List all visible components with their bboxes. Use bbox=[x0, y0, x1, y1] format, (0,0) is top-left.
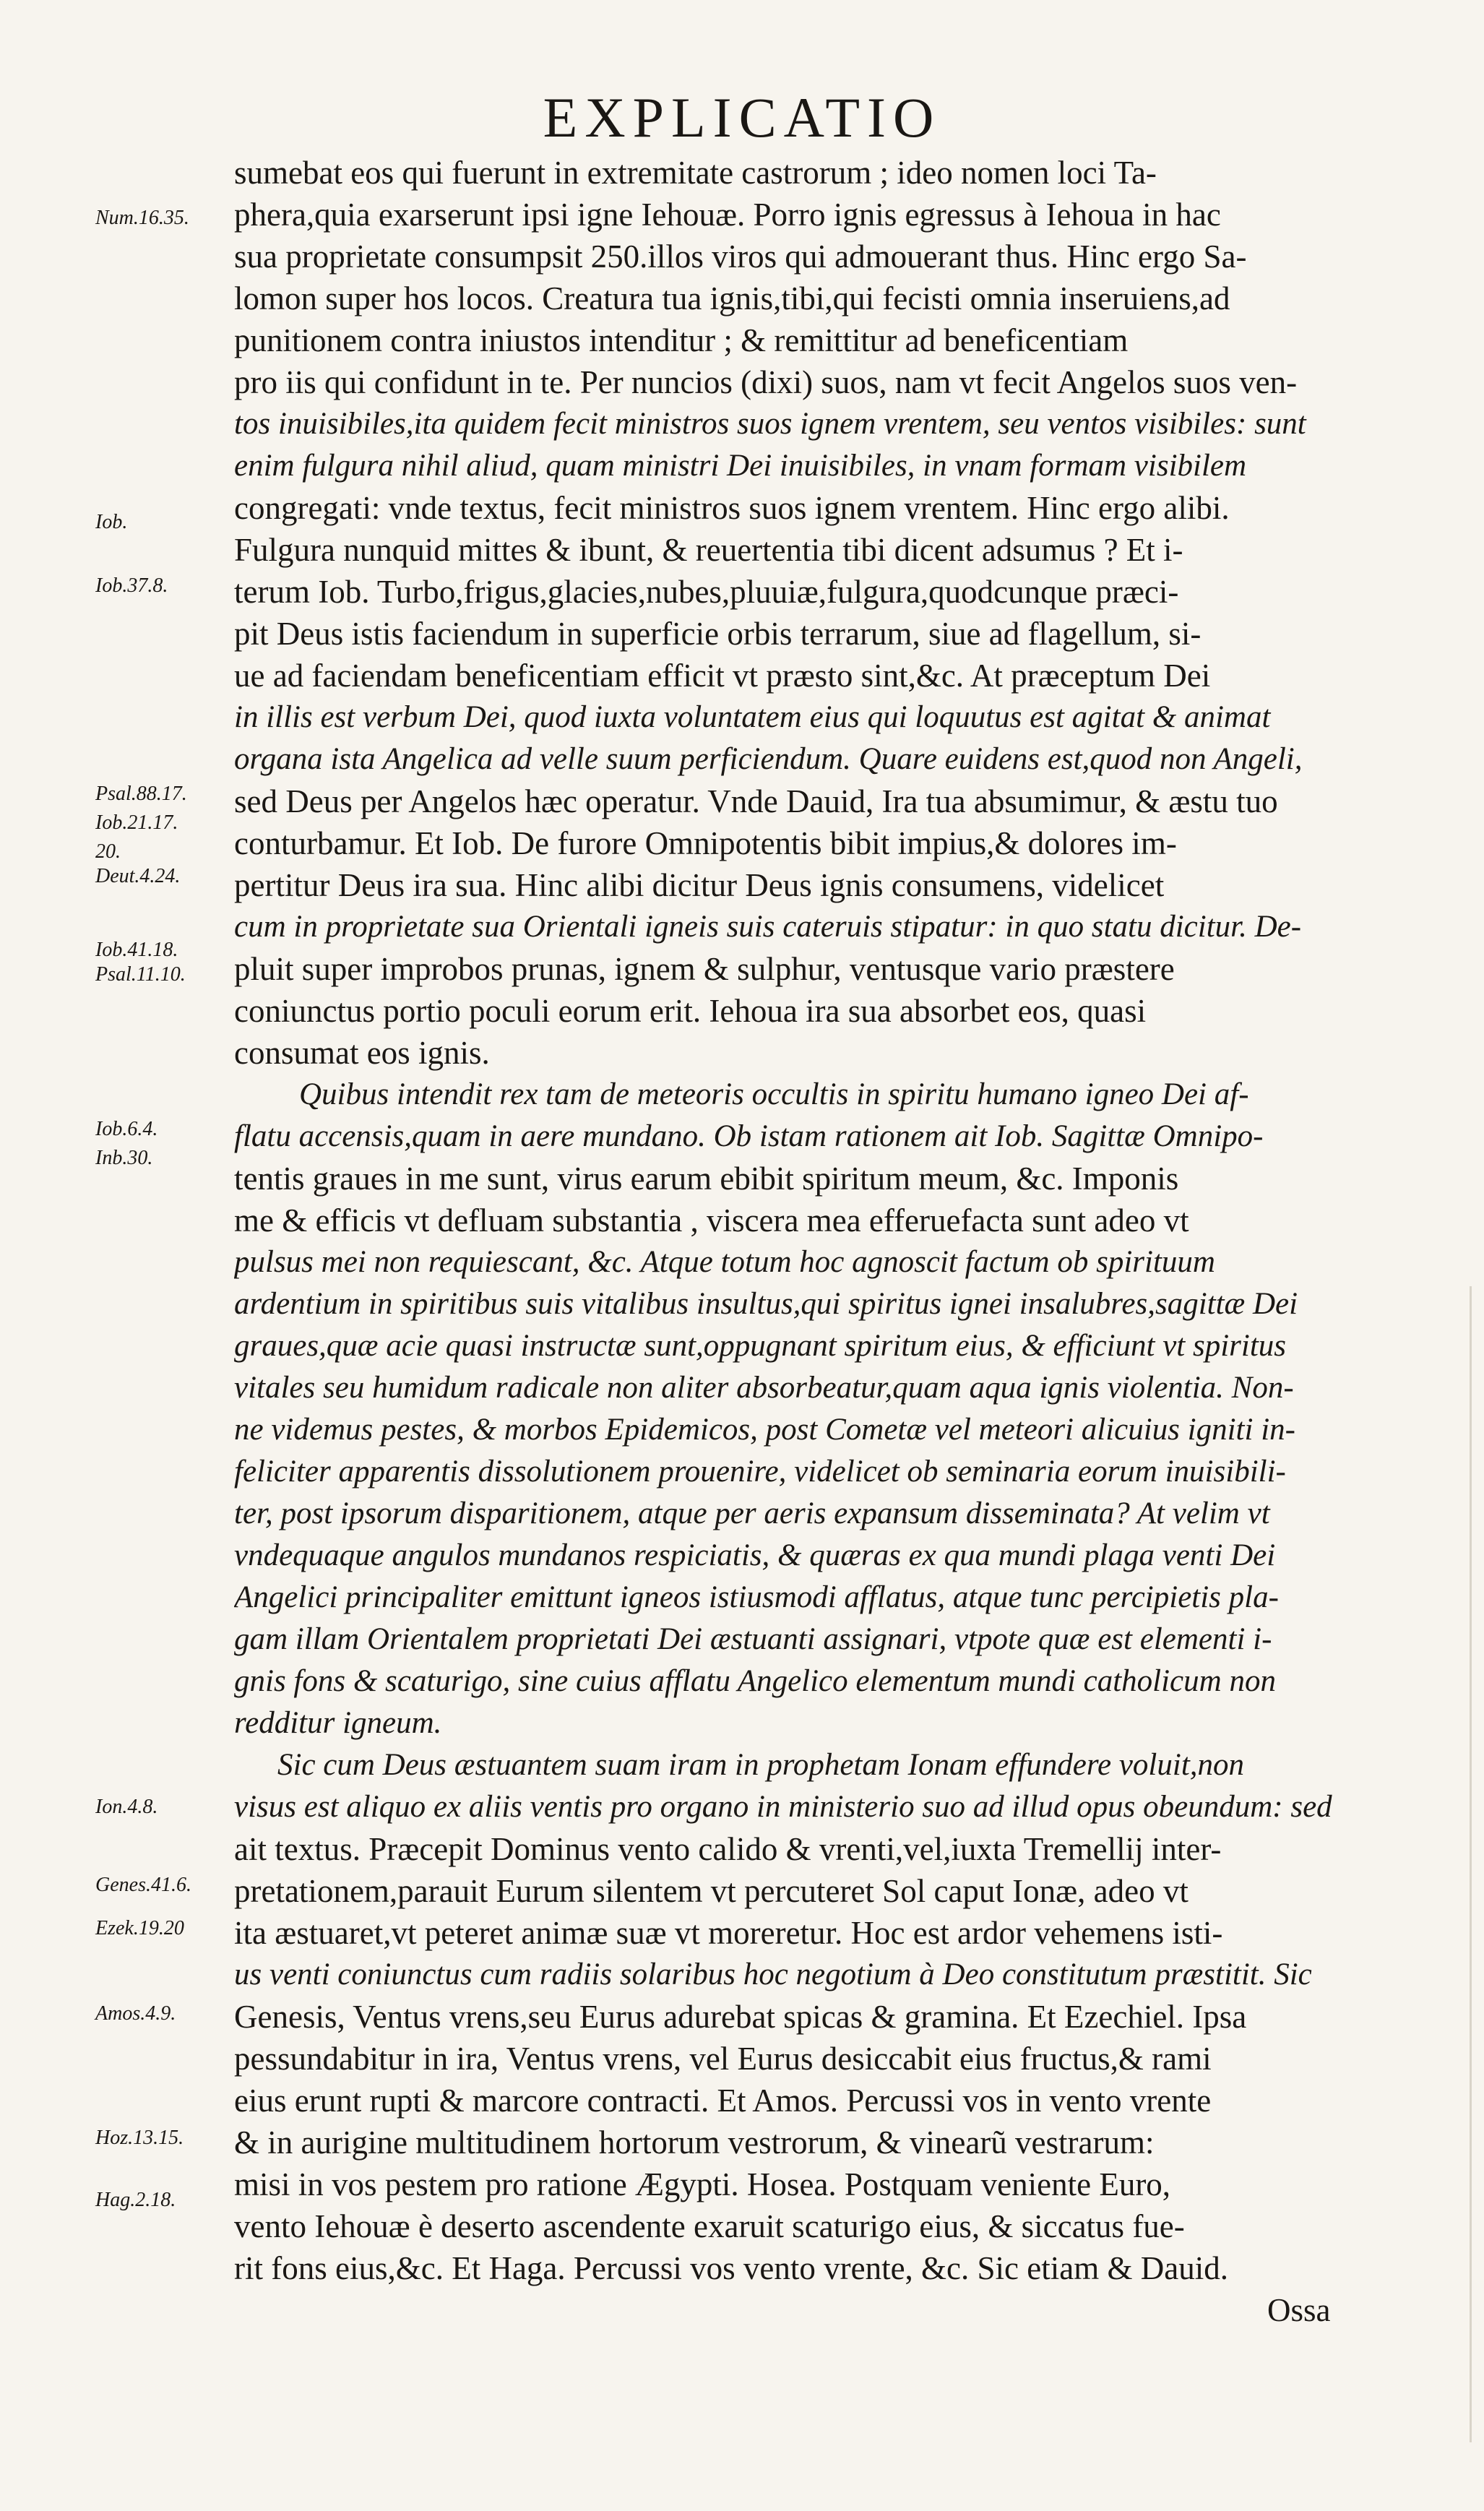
text-line: visus est aliquo ex aliis ventis pro organo in ministerio suo ad illud opus obeundum: sed bbox=[234, 1790, 1332, 1824]
text-line: sumebat eos qui fuerunt in extremitate castrorum ; ideo nomen loci Ta- bbox=[234, 155, 1157, 191]
catchword: Ossa bbox=[1267, 2292, 1331, 2328]
text-line: pertitur Deus ira sua. Hinc alibi dicitur Deus ignis consumens, videlicet bbox=[234, 867, 1165, 903]
text-line: phera,quia exarserunt ipsi igne Iehouæ. Porro ignis egressus à Iehoua in hac bbox=[234, 197, 1221, 233]
text-line: Genesis, Ventus vrens,seu Eurus adurebat spicas & gramina. Et Ezechiel. Ipsa bbox=[234, 1999, 1247, 2035]
text-line: flatu accensis,quam in aere mundano. Ob istam rationem ait Iob. Sagittæ Omnipo- bbox=[234, 1119, 1264, 1153]
text-line: sua proprietate consumpsit 250.illos viros qui admouerant thus. Hinc ergo Sa- bbox=[234, 238, 1247, 275]
text-line: ue ad faciendam beneficentiam efficit vt præsto sint,&c. At præceptum Dei bbox=[234, 658, 1211, 694]
margin-note: Amos.4.9. bbox=[95, 2002, 176, 2025]
text-line: sed Deus per Angelos hæc operatur. Vnde Dauid, Ira tua absumimur, & æstu tuo bbox=[234, 783, 1278, 819]
text-line: tos inuisibiles,ita quidem fecit ministros suos ignem vrentem, seu ventos visibiles: sunt bbox=[234, 407, 1306, 441]
text-line: pluit super improbos prunas, ignem & sulphur, ventusque vario præstere bbox=[234, 951, 1175, 987]
text-line: gam illam Orientalem proprietati Dei æstuanti assignari, vtpote quæ est elementi i- bbox=[234, 1622, 1272, 1656]
margin-note: Iob.41.18. bbox=[95, 939, 178, 961]
text-line: vndequaque angulos mundanos respiciatis, & quæras ex qua mundi plaga venti Dei bbox=[234, 1538, 1276, 1572]
text-line: pretationem,parauit Eurum silentem vt percuteret Sol caput Ionæ, adeo vt bbox=[234, 1873, 1189, 1909]
margin-note: Ion.4.8. bbox=[95, 1796, 158, 1818]
margin-note: Inb.30. bbox=[95, 1147, 153, 1169]
text-line: consumat eos ignis. bbox=[234, 1035, 490, 1071]
text-line: vitales seu humidum radicale non aliter absorbeatur,quam aqua ignis violentia. Non- bbox=[234, 1371, 1294, 1405]
text-line: Quibus intendit rex tam de meteoris occultis in spiritu humano igneo Dei af- bbox=[299, 1077, 1249, 1111]
margin-note: Iob.6.4. bbox=[95, 1118, 158, 1140]
text-line: & in aurigine multitudinem hortorum vestrorum, & vinearũ vestrarum: bbox=[234, 2124, 1155, 2161]
text-line: pulsus mei non requiescant, &c. Atque totum hoc agnoscit factum ob spirituum bbox=[234, 1245, 1215, 1279]
text-line: ait textus. Præcepit Dominus vento calido & vrenti,vel,iuxta Tremellij inter- bbox=[234, 1831, 1222, 1867]
text-line: pro iis qui confidunt in te. Per nuncios (dixi) suos, nam vt fecit Angelos suos ven- bbox=[234, 364, 1298, 400]
text-line: coniunctus portio poculi eorum erit. Iehoua ira sua absorbet eos, quasi bbox=[234, 993, 1147, 1029]
gutter-rule bbox=[1470, 1286, 1472, 2442]
margin-note: Psal.88.17. bbox=[95, 783, 187, 805]
text-line: in illis est verbum Dei, quod iuxta voluntatem eius qui loquutus est agitat & animat bbox=[234, 700, 1271, 734]
margin-note: Hag.2.18. bbox=[95, 2189, 176, 2211]
text-line: lomon super hos locos. Creatura tua ignis,tibi,qui fecisti omnia inseruiens,ad bbox=[234, 280, 1230, 316]
text-line: vento Iehouæ è deserto ascendente exaruit scaturigo eius, & siccatus fue- bbox=[234, 2208, 1185, 2244]
margin-note: Hoz.13.15. bbox=[95, 2127, 184, 2149]
text-line: terum Iob. Turbo,frigus,glacies,nubes,pluuiæ,fulgura,quodcunque præci- bbox=[234, 574, 1179, 610]
running-header: EXPLICATIO bbox=[543, 86, 941, 149]
margin-note: Psal.11.10. bbox=[95, 963, 186, 986]
margin-note: Deut.4.24. bbox=[95, 865, 181, 887]
text-line: Sic cum Deus æstuantem suam iram in prophetam Ionam effundere voluit,non bbox=[277, 1748, 1245, 1782]
margin-note: Ezek.19.20 bbox=[95, 1917, 184, 1939]
text-line: misi in vos pestem pro ratione Ægypti. Hosea. Postquam veniente Euro, bbox=[234, 2166, 1171, 2202]
text-line: feliciter apparentis dissolutionem prouenire, videlicet ob seminaria eorum inuisibili- bbox=[234, 1455, 1286, 1489]
text-line: gnis fons & scaturigo, sine cuius afflatu Angelico elementum mundi catholicum non bbox=[234, 1664, 1276, 1698]
text-line: pit Deus istis faciendum in superficie orbis terrarum, siue ad flagellum, si- bbox=[234, 616, 1202, 652]
text-line: ardentium in spiritibus suis vitalibus insultus,qui spiritus ignei insalubres,sagittæ Dei bbox=[234, 1287, 1298, 1321]
text-line: us venti coniunctus cum radiis solaribus hoc negotium à Deo constitutum præstitit. Sic bbox=[234, 1957, 1312, 1991]
text-line: Fulgura nunquid mittes & ibunt, & reuertentia tibi dicent adsumus ? Et i- bbox=[234, 532, 1183, 568]
text-line: congregati: vnde textus, fecit ministros suos ignem vrentem. Hinc ergo alibi. bbox=[234, 490, 1230, 526]
text-line: punitionem contra iniustos intenditur ; & remittitur ad beneficentiam bbox=[234, 322, 1129, 358]
text-line: tentis graues in me sunt, virus earum ebibit spiritum meum, &c. Imponis bbox=[234, 1160, 1179, 1197]
text-line: cum in proprietate sua Orientali igneis suis cateruis stipatur: in quo statu dicitur. De- bbox=[234, 910, 1302, 944]
text-line: me & efficis vt defluam substantia , viscera mea efferuefacta sunt adeo vt bbox=[234, 1202, 1189, 1239]
text-line: organa ista Angelica ad velle suum perficiendum. Quare euidens est,quod non Angeli, bbox=[234, 742, 1303, 776]
margin-note: Iob.21.17. bbox=[95, 811, 178, 834]
text-line: ter, post ipsorum disparitionem, atque per aeris expansum disseminata? At velim vt bbox=[234, 1496, 1270, 1530]
text-line: Angelici principaliter emittunt igneos istiusmodi afflatus, atque tunc percipietis pla- bbox=[234, 1580, 1279, 1614]
margin-note: Iob.37.8. bbox=[95, 574, 168, 597]
text-line: enim fulgura nihil aliud, quam ministri Dei inuisibiles, in vnam formam visibilem bbox=[234, 449, 1247, 483]
text-line: eius erunt rupti & marcore contracti. Et Amos. Percussi vos in vento vrente bbox=[234, 2083, 1212, 2119]
text-line: redditur igneum. bbox=[234, 1706, 442, 1740]
margin-note: 20. bbox=[95, 840, 121, 863]
text-line: pessundabitur in ira, Ventus vrens, vel Eurus desiccabit eius fructus,& rami bbox=[234, 2041, 1212, 2077]
text-line: ne videmus pestes, & morbos Epidemicos, post Cometæ vel meteori alicuius igniti in- bbox=[234, 1413, 1295, 1447]
text-line: ita æstuaret,vt peteret animæ suæ vt moreretur. Hoc est ardor vehemens isti- bbox=[234, 1915, 1223, 1951]
margin-note: Num.16.35. bbox=[95, 207, 189, 229]
margin-note: Iob. bbox=[95, 511, 128, 533]
text-line: graues,quæ acie quasi instructæ sunt,oppugnant spiritum eius, & efficiunt vt spiritus bbox=[234, 1329, 1287, 1363]
text-line: conturbamur. Et Iob. De furore Omnipotentis bibit impius,& dolores im- bbox=[234, 825, 1177, 861]
margin-note: Genes.41.6. bbox=[95, 1874, 191, 1896]
text-line: rit fons eius,&c. Et Haga. Percussi vos vento vrente, &c. Sic etiam & Dauid. bbox=[234, 2250, 1228, 2286]
